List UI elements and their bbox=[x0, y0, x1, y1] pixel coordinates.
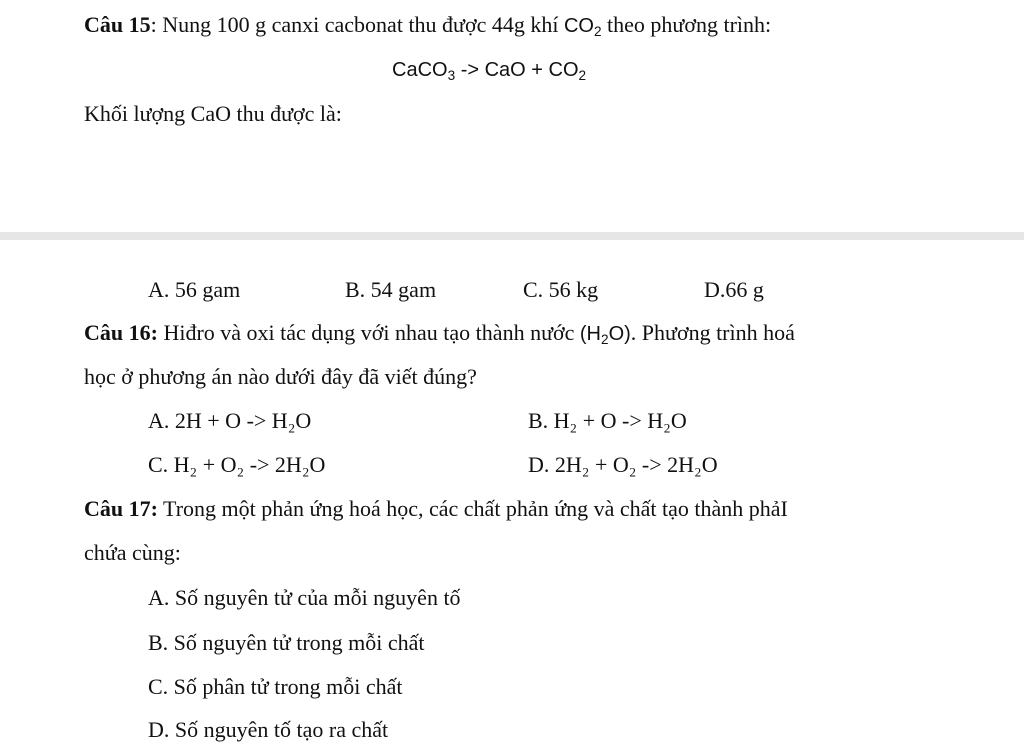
eq-product1: CaO bbox=[484, 59, 526, 81]
q15-equation bbox=[392, 59, 587, 84]
q16-water-sub: 2 bbox=[601, 332, 609, 348]
q15-option-c: C. 56 kg bbox=[523, 277, 599, 302]
q16-text-pre: Hiđro và oxi tác dụng với nhau tạo thành nước bbox=[157, 320, 580, 345]
q17-text: Trong một phản ứng hoá học, các chất phản ứng và chất tạo thành phảI bbox=[157, 496, 788, 521]
q17-stem-line1 bbox=[84, 498, 788, 520]
q16-water bbox=[579, 323, 631, 348]
q17-label: Câu 17: bbox=[84, 496, 158, 521]
q16-option-a: A. 2H + O -> H₂O bbox=[148, 408, 312, 433]
q17-option-a: A. Số nguyên tử của mỗi nguyên tố bbox=[148, 585, 461, 610]
q15-co2 bbox=[563, 15, 602, 40]
q16-stem-line2: học ở phương án nào dưới đây đã viết đúng? bbox=[84, 364, 477, 389]
q16-water-base: (H bbox=[579, 323, 601, 345]
eq-product2-sub: 2 bbox=[578, 68, 587, 84]
q17-option-c: C. Số phân tử trong mỗi chất bbox=[148, 674, 403, 699]
q15-option-d: D.66 g bbox=[704, 277, 764, 302]
q16-water-end: O) bbox=[608, 323, 631, 345]
eq-arrow: -> bbox=[460, 59, 480, 81]
q16-option-c: C. H₂ + O₂ -> 2H₂O bbox=[148, 452, 326, 477]
q16-option-d: D. 2H₂ + O₂ -> 2H₂O bbox=[528, 452, 718, 477]
q15-label: Câu 15 bbox=[84, 12, 151, 37]
q17-stem-line2: chứa cùng: bbox=[84, 540, 181, 565]
eq-reactant-sub: 3 bbox=[447, 68, 456, 84]
q16-option-b: B. H₂ + O -> H₂O bbox=[528, 408, 687, 433]
q17-option-d: D. Số nguyên tố tạo ra chất bbox=[148, 717, 389, 742]
q16-stem-line1 bbox=[84, 320, 795, 348]
q17-option-b: B. Số nguyên tử trong mỗi chất bbox=[148, 630, 425, 655]
q15-option-b: B. 54 gam bbox=[345, 277, 437, 302]
eq-plus: + bbox=[531, 59, 543, 81]
q15-co2-sub: 2 bbox=[593, 24, 602, 40]
q15-stem bbox=[84, 12, 772, 40]
eq-product2: CO bbox=[548, 59, 579, 81]
eq-reactant: CaCO bbox=[392, 59, 448, 81]
q15-text-post: theo phương trình: bbox=[601, 12, 772, 37]
q15-text-pre: : Nung 100 g canxi cacbonat thu được 44g khí bbox=[150, 12, 564, 37]
q16-label: Câu 16: bbox=[84, 320, 158, 345]
q15-question: Khối lượng CaO thu được là: bbox=[84, 101, 342, 126]
q15-option-a: A. 56 gam bbox=[148, 277, 241, 302]
q16-text-post: . Phương trình hoá bbox=[630, 320, 795, 345]
q15-co2-base: CO bbox=[563, 15, 594, 37]
section-divider bbox=[0, 232, 1024, 240]
